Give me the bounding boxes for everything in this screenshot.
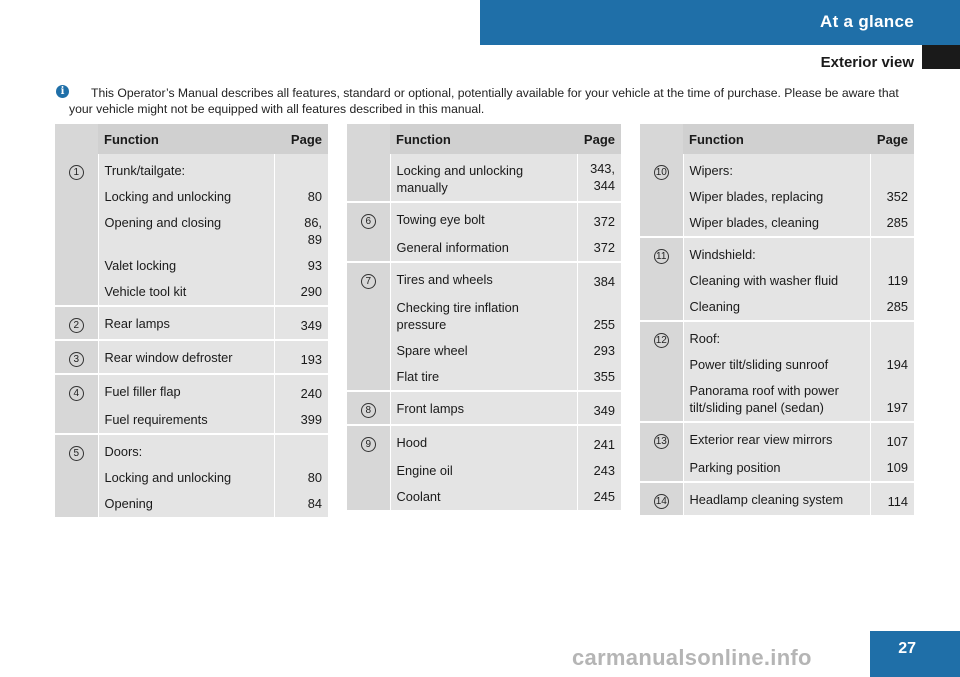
page-reference: 285 (871, 294, 914, 321)
callout-number-icon: 14 (655, 496, 667, 507)
function-label: Flat tire (390, 364, 578, 391)
callout-number-icon: 10 (655, 167, 667, 178)
table-row (640, 321, 914, 352)
function-label: Front lamps (390, 391, 578, 425)
page-reference: 193 (274, 340, 328, 374)
header-function: Function (98, 124, 274, 154)
header-number-column (55, 124, 98, 154)
header-number-column (640, 124, 683, 154)
section-title: At a glance (820, 12, 914, 31)
function-label: Roof: (683, 321, 871, 352)
function-label: Towing eye bolt (390, 202, 578, 235)
function-label: Headlamp cleaning system (683, 482, 871, 515)
function-label: Parking position (683, 455, 871, 482)
function-table-3 (640, 124, 914, 515)
table-row (347, 154, 621, 202)
page-reference: 255 (578, 295, 621, 338)
page-reference: 80 (274, 465, 328, 491)
page-reference: 285 (871, 210, 914, 237)
function-label: Vehicle tool kit (98, 279, 274, 306)
callout-number-icon: 2 (69, 318, 84, 333)
page-reference (871, 154, 914, 184)
callout-number-icon: 9 (361, 437, 376, 452)
page-reference: 109 (871, 455, 914, 482)
function-label: Opening (98, 491, 274, 517)
function-label: Wiper blades, replacing (683, 184, 871, 210)
info-note (56, 85, 916, 117)
function-label: Fuel requirements (98, 407, 274, 434)
header-page: Page (578, 124, 621, 154)
item-number (347, 425, 390, 510)
function-table-1 (55, 124, 328, 517)
table-row (640, 237, 914, 268)
subsection-title: Exterior view (820, 54, 914, 71)
table-row (55, 340, 328, 374)
page-reference: 293 (578, 338, 621, 364)
callout-number-icon: 8 (361, 403, 376, 418)
function-label: Exterior rear view mirrors (683, 422, 871, 455)
callout-number-icon: 5 (69, 446, 84, 461)
item-number (640, 154, 683, 237)
watermark: carmanualsonline.info (572, 645, 812, 670)
page-reference: 349 (274, 306, 328, 340)
page-number-box (870, 631, 960, 677)
function-label: Rear window defroster (98, 340, 274, 374)
function-label: Spare wheel (390, 338, 578, 364)
table-row (55, 306, 328, 340)
function-label: Checking tire inflation pressure (390, 295, 578, 338)
table-row (347, 202, 621, 235)
item-number (347, 202, 390, 262)
page-reference: 290 (274, 279, 328, 306)
item-number (640, 482, 683, 515)
function-label: Locking and unlocking (98, 465, 274, 491)
item-number (55, 340, 98, 374)
function-label: Engine oil (390, 458, 578, 484)
function-label: General information (390, 235, 578, 262)
function-label: Coolant (390, 484, 578, 510)
callout-number-icon: 11 (654, 249, 669, 264)
info-icon: i (56, 85, 69, 98)
function-label: Hood (390, 425, 578, 458)
table-header-row (55, 124, 328, 154)
item-number (347, 154, 390, 202)
page-reference (871, 321, 914, 352)
table-row (55, 374, 328, 407)
callout-number-icon: 3 (69, 352, 84, 367)
page-reference (274, 434, 328, 465)
function-label: Opening and closing (98, 210, 274, 253)
function-label: Wipers: (683, 154, 871, 184)
item-number (55, 154, 98, 306)
function-label: Panorama roof with power tilt/sliding panel (sedan) (683, 378, 871, 422)
callout-number-icon: 12 (655, 335, 667, 346)
page-reference: 349 (578, 391, 621, 425)
page-reference: 372 (578, 235, 621, 262)
page-reference: 194 (871, 352, 914, 378)
header-function: Function (390, 124, 578, 154)
page-reference: 93 (274, 253, 328, 279)
page-reference: 114 (871, 482, 914, 515)
page-reference (274, 154, 328, 184)
callout-number-icon: 1 (69, 165, 84, 180)
function-label: Wiper blades, cleaning (683, 210, 871, 237)
function-label: Valet locking (98, 253, 274, 279)
info-text: This Operator’s Manual describes all features, standard or optional, potentially available for your vehicle at the time of purchase. Please be aware that your vehicle might not be equipped with all features described in this manual. (69, 86, 899, 116)
function-label: Locking and unlocking (98, 184, 274, 210)
table-row (55, 154, 328, 184)
page-reference: 197 (871, 378, 914, 422)
item-number (640, 422, 683, 482)
item-number (55, 306, 98, 340)
function-label: Power tilt/sliding sunroof (683, 352, 871, 378)
page-reference: 384 (578, 262, 621, 295)
table-row (347, 262, 621, 295)
page-reference: 84 (274, 491, 328, 517)
header-number-column (347, 124, 390, 154)
corner-tab (922, 45, 960, 69)
page-number: 27 (898, 640, 916, 657)
table-header-row (640, 124, 914, 154)
item-number (640, 321, 683, 422)
page-reference (871, 237, 914, 268)
item-number (55, 434, 98, 517)
page-reference: 343, 344 (578, 154, 621, 202)
callout-number-icon: 4 (69, 386, 84, 401)
table-row (640, 482, 914, 515)
page-reference: 107 (871, 422, 914, 455)
callout-number-icon: 13 (655, 436, 667, 447)
section-header-bar (480, 0, 960, 45)
table-row (347, 391, 621, 425)
function-label: Doors: (98, 434, 274, 465)
function-label: Rear lamps (98, 306, 274, 340)
table-row (640, 422, 914, 455)
function-label: Cleaning with washer fluid (683, 268, 871, 294)
function-label: Cleaning (683, 294, 871, 321)
header-page: Page (274, 124, 328, 154)
callout-number-icon: 7 (361, 274, 376, 289)
page-reference: 352 (871, 184, 914, 210)
function-label: Trunk/tailgate: (98, 154, 274, 184)
callout-number-icon: 6 (361, 214, 376, 229)
item-number (55, 374, 98, 434)
page-reference: 243 (578, 458, 621, 484)
page-reference: 80 (274, 184, 328, 210)
function-table-2 (347, 124, 621, 510)
table-row (640, 154, 914, 184)
page-reference: 240 (274, 374, 328, 407)
table-header-row (347, 124, 621, 154)
header-page: Page (871, 124, 914, 154)
page-reference: 372 (578, 202, 621, 235)
item-number (640, 237, 683, 321)
header-function: Function (683, 124, 871, 154)
item-number (347, 262, 390, 391)
function-label: Fuel filler flap (98, 374, 274, 407)
function-label: Tires and wheels (390, 262, 578, 295)
function-label: Locking and unlocking manually (390, 154, 578, 202)
function-label: Windshield: (683, 237, 871, 268)
table-row (55, 434, 328, 465)
page-reference: 399 (274, 407, 328, 434)
table-row (347, 425, 621, 458)
page-reference: 86, 89 (274, 210, 328, 253)
page-reference: 241 (578, 425, 621, 458)
page-reference: 119 (871, 268, 914, 294)
page-reference: 355 (578, 364, 621, 391)
item-number (347, 391, 390, 425)
page-reference: 245 (578, 484, 621, 510)
